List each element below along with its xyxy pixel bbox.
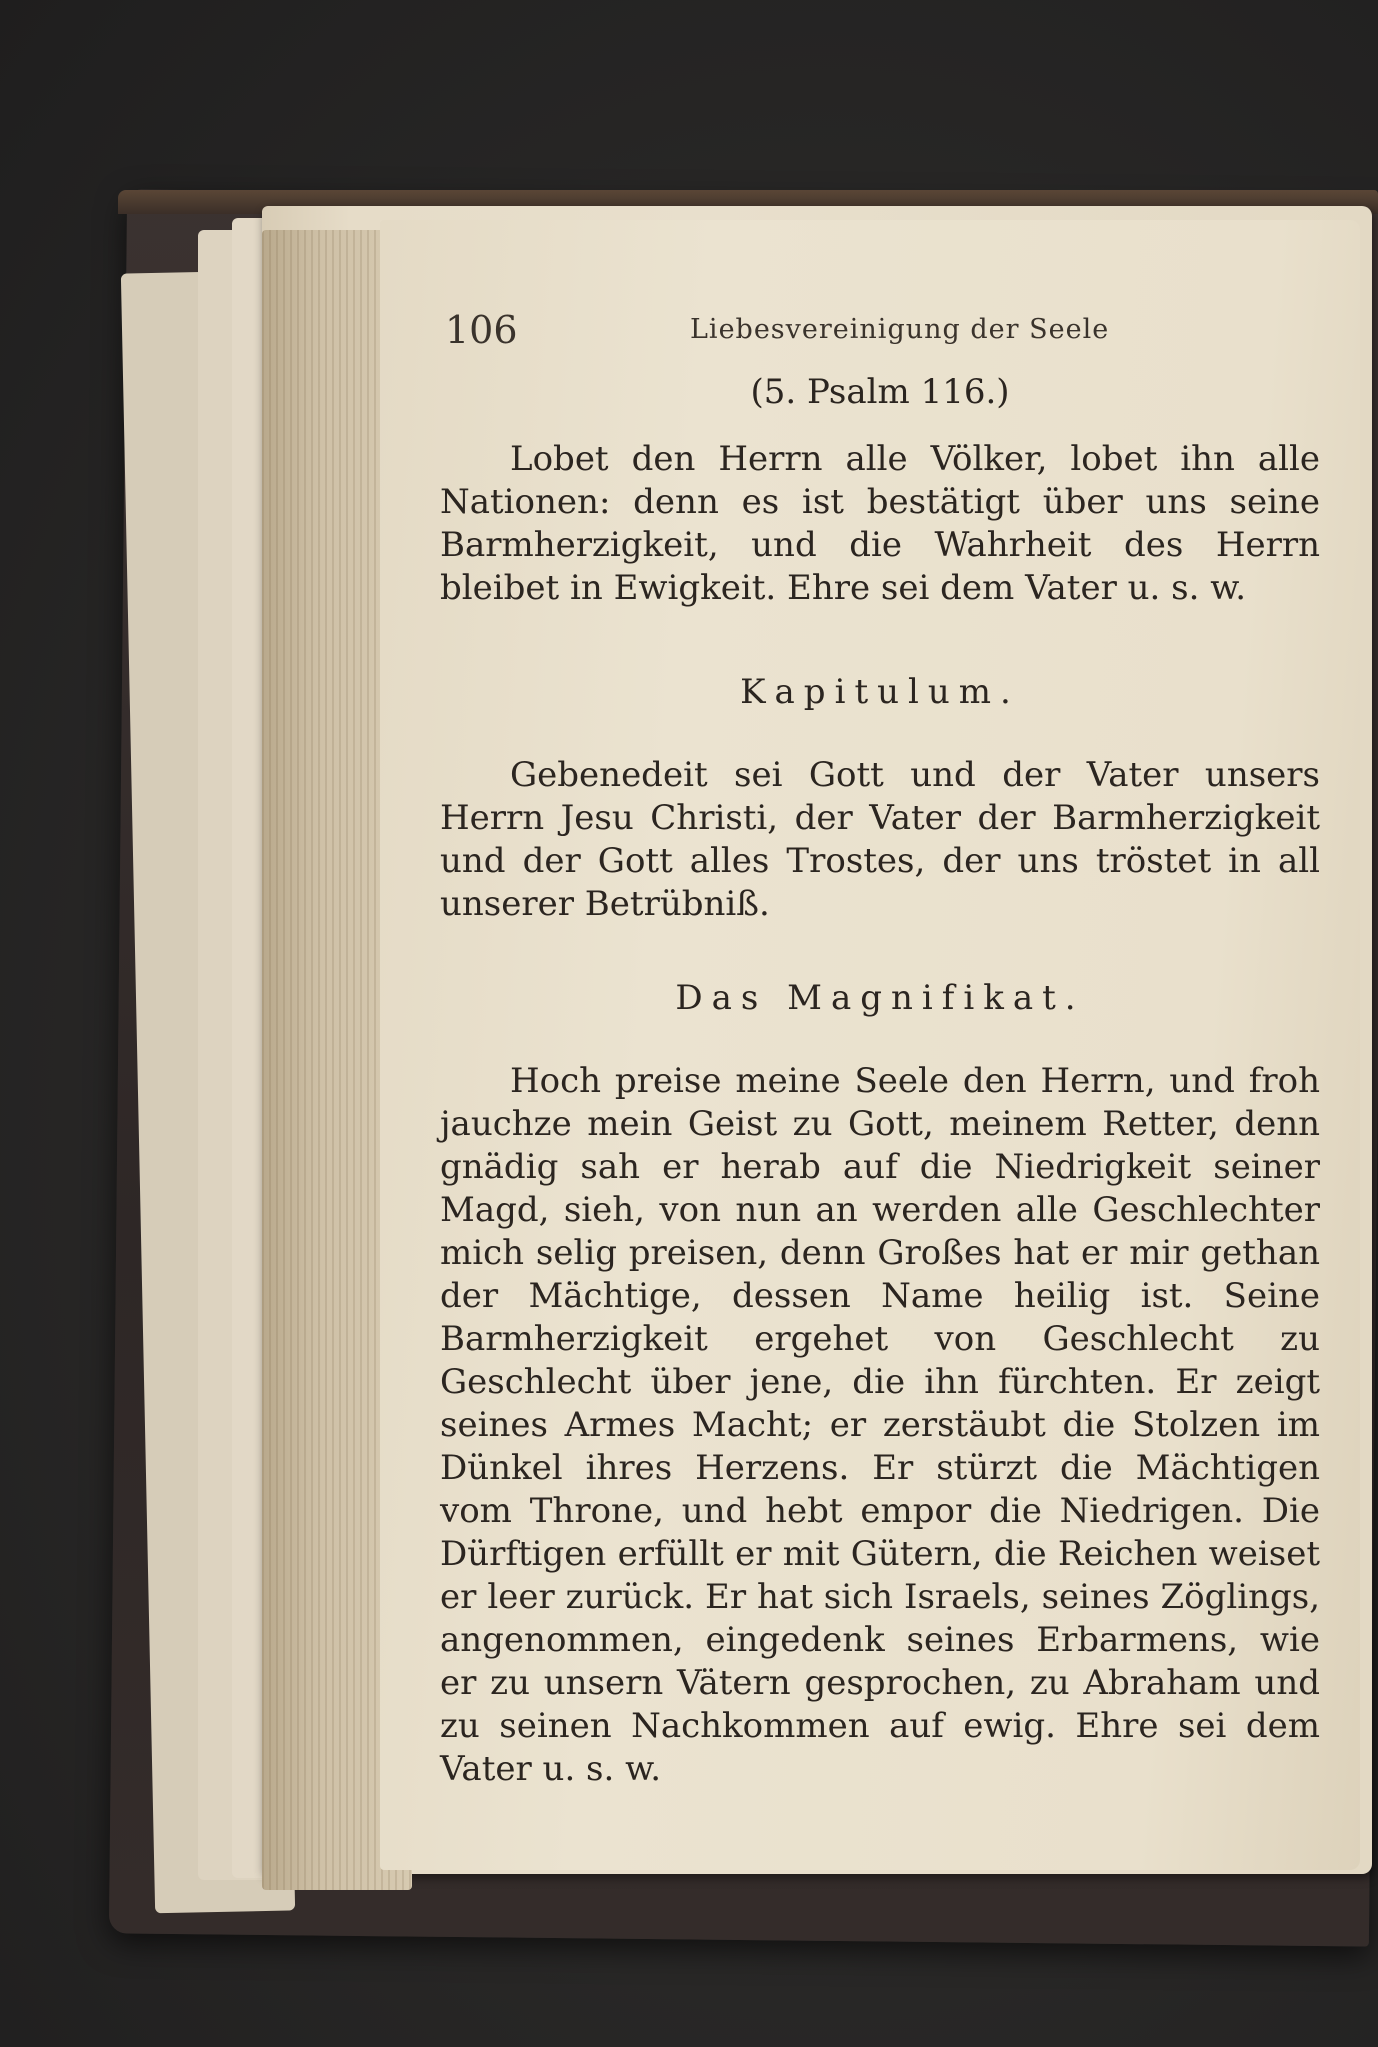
magnificat-text: Hoch preise meine Seele den Herrn, und froh jauchze mein Geist zu Gott, meinem Retter, denn gnädig sah er herab auf die Niedrigkeit seiner Magd, sieh, von nun an werden alle Geschlechter mich selig preisen, denn Großes hat er mir gethan der Mächtige, dessen Name heilig ist. Seine Barmherzigkeit ergehet von Geschlecht zu Geschlecht über jene, die ihn fürchten. Er zeigt seines Armes Macht; er zerstäubt die Stolzen im Dünkel ihres Herzens. Er stürzt die Mächtigen vom Throne, und hebt empor die Niedrigen. Die Dürftigen erfüllt er mit Gütern, die Reichen weiset er leer zurück. Er hat sich Israels, seines Zöglings, angenommen, eingedenk seines Erbarmens, wie er zu unsern Vätern gesprochen, zu Abraham und zu seinen Nachkommen auf ewig. Ehre sei dem Vater u. s. w. [440, 1061, 1320, 1789]
running-head: Liebesvereinigung der Seele [690, 314, 1110, 345]
capitulum-paragraph [440, 754, 1320, 926]
page-number: 106 [445, 308, 518, 352]
page-header [440, 300, 1320, 360]
capitulum-heading: Kapitulum. [740, 672, 1020, 712]
psalm-paragraph [440, 438, 1320, 610]
magnificat-paragraph [440, 1060, 1320, 1791]
magnificat-heading: Das Magnifikat. [675, 978, 1085, 1018]
psalm-heading: (5. Psalm 116.) [750, 372, 1010, 412]
psalm-text: Lobet den Herrn alle Völker, lobet ihn alle Nationen: denn es ist bestätigt über uns seine Barmherzigkeit, und die Wahrheit des Herrn bleibet in Ewigkeit. Ehre sei dem Vater u. s. w. [440, 439, 1320, 608]
capitulum-text: Gebenedeit sei Gott und der Vater unsers Herrn Jesu Christi, der Vater der Barmherzigkeit und der Gott alles Trostes, der uns tröstet in all unserer Betrübniß. [440, 755, 1320, 924]
